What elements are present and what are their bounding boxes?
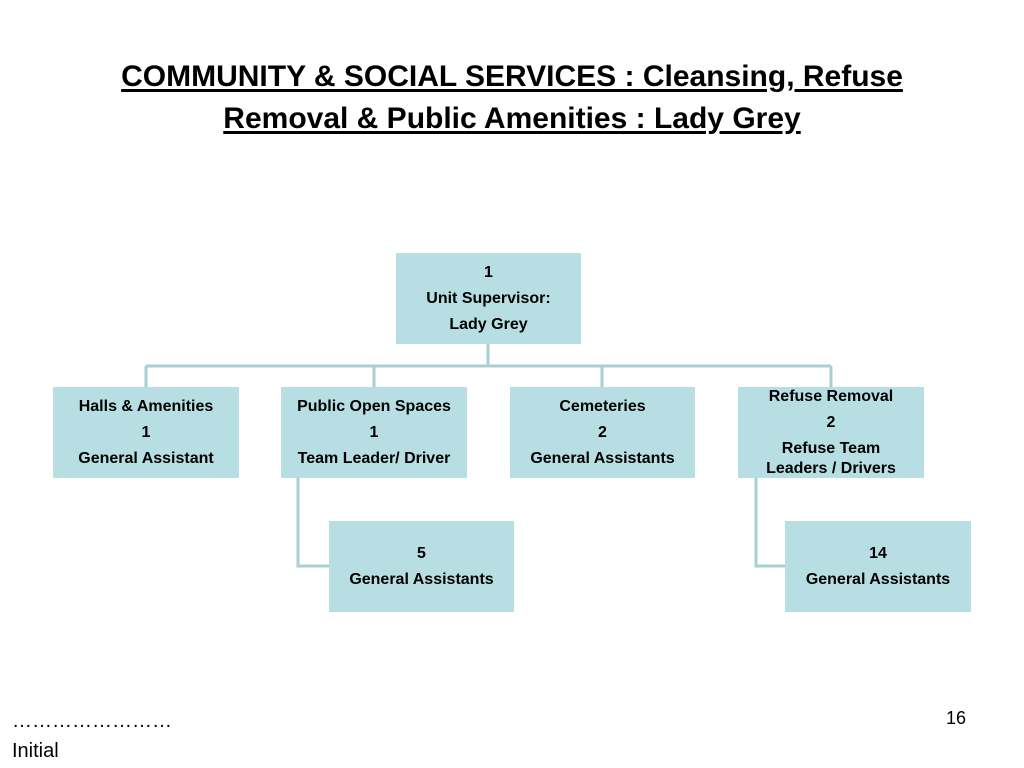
title-line-2: Removal & Public Amenities : Lady Grey (223, 102, 801, 135)
node-unit-supervisor-count: 1 (484, 263, 493, 281)
node-refuse-general-assistants-count: 14 (869, 544, 887, 562)
node-cemeteries (510, 387, 695, 478)
node-refuse-removal-unit: Refuse Removal (768, 388, 894, 405)
node-public-open-spaces (281, 387, 467, 478)
node-public-open-spaces-count: 1 (369, 423, 379, 441)
node-halls-amenities-count: 1 (141, 423, 151, 441)
connector-refuse-to-assistants (756, 478, 785, 566)
node-halls-amenities-role: General Assistant (78, 449, 214, 467)
title-line-1: COMMUNITY & SOCIAL SERVICES : Cleansing, Refuse (121, 60, 903, 93)
node-open-spaces-general-assistants (329, 521, 514, 612)
node-cemeteries-count: 2 (598, 423, 607, 441)
node-refuse-removal (738, 387, 924, 478)
connector-open-spaces-to-assistants (298, 478, 329, 566)
node-refuse-removal-role-line-2: Leaders / Drivers (766, 460, 896, 477)
node-open-spaces-general-assistants-role: General Assistants (349, 570, 494, 588)
node-unit-supervisor (396, 253, 581, 344)
node-refuse-removal-role-line-1: Refuse Team (781, 440, 881, 457)
node-cemeteries-role: General Assistants (530, 449, 675, 467)
node-unit-supervisor-location: Lady Grey (449, 315, 528, 333)
page-number: 16 (945, 708, 966, 728)
node-halls-amenities (53, 387, 239, 478)
node-halls-amenities-unit: Halls & Amenities (78, 397, 214, 415)
node-cemeteries-unit: Cemeteries (559, 397, 646, 415)
node-public-open-spaces-unit: Public Open Spaces (297, 397, 451, 415)
node-unit-supervisor-role: Unit Supervisor: (426, 289, 551, 307)
node-refuse-removal-count: 2 (826, 414, 836, 431)
signature-dotted-line: …………………… (12, 710, 172, 732)
node-public-open-spaces-role: Team Leader/ Driver (297, 449, 451, 467)
node-refuse-general-assistants-role: General Assistants (805, 570, 951, 588)
node-open-spaces-general-assistants-count: 5 (417, 544, 426, 562)
initial-signature-block (12, 706, 172, 766)
initial-label: Initial (12, 740, 59, 762)
node-refuse-general-assistants (785, 521, 971, 612)
